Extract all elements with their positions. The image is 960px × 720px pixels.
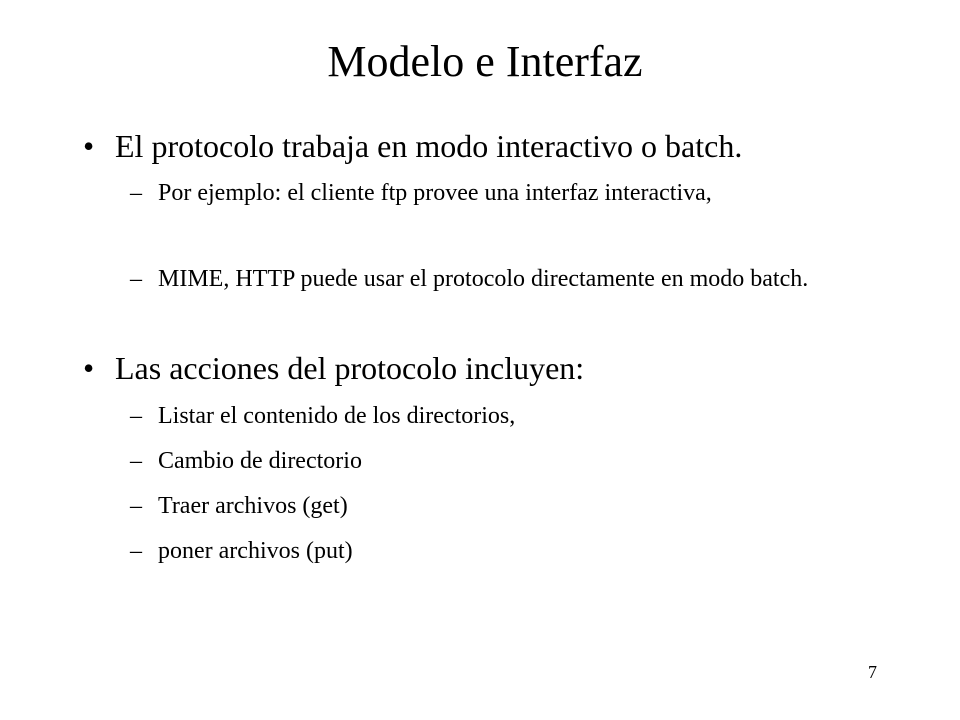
bullet-marker: • — [83, 350, 95, 386]
bullet-text: Las acciones del protocolo incluyen: — [115, 350, 585, 386]
sub-bullet-item — [130, 176, 870, 210]
sub-bullet-marker: – — [130, 538, 142, 564]
slide-title: Modelo e Interfaz — [327, 37, 643, 86]
sub-bullet-item — [130, 534, 870, 568]
sub-bullet-marker: – — [130, 403, 142, 429]
page-number: 7 — [868, 662, 877, 682]
sub-bullet-marker: – — [130, 180, 142, 206]
sub-bullet-text: Listar el contenido de los directorios, — [158, 403, 516, 429]
sub-bullet-text: MIME, HTTP puede usar el protocolo directamente en modo batch. — [158, 266, 809, 292]
sub-bullet-item — [130, 444, 870, 478]
bullet-marker: • — [83, 128, 95, 164]
sub-bullet-marker: – — [130, 493, 142, 519]
sub-bullet-text: poner archivos (put) — [158, 538, 353, 564]
sub-bullet-item — [130, 489, 870, 523]
sub-bullet-item — [130, 399, 870, 433]
sub-bullet-text: Cambio de directorio — [158, 448, 362, 474]
bullet-text: El protocolo trabaja en modo interactivo o batch. — [115, 128, 743, 164]
sub-bullet-marker: – — [130, 448, 142, 474]
sub-bullet-marker: – — [130, 266, 142, 292]
sub-bullet-text: Traer archivos (get) — [158, 493, 348, 519]
sub-bullet-item — [130, 262, 870, 296]
sub-bullet-text: Por ejemplo: el cliente ftp provee una interfaz interactiva, — [158, 180, 712, 206]
